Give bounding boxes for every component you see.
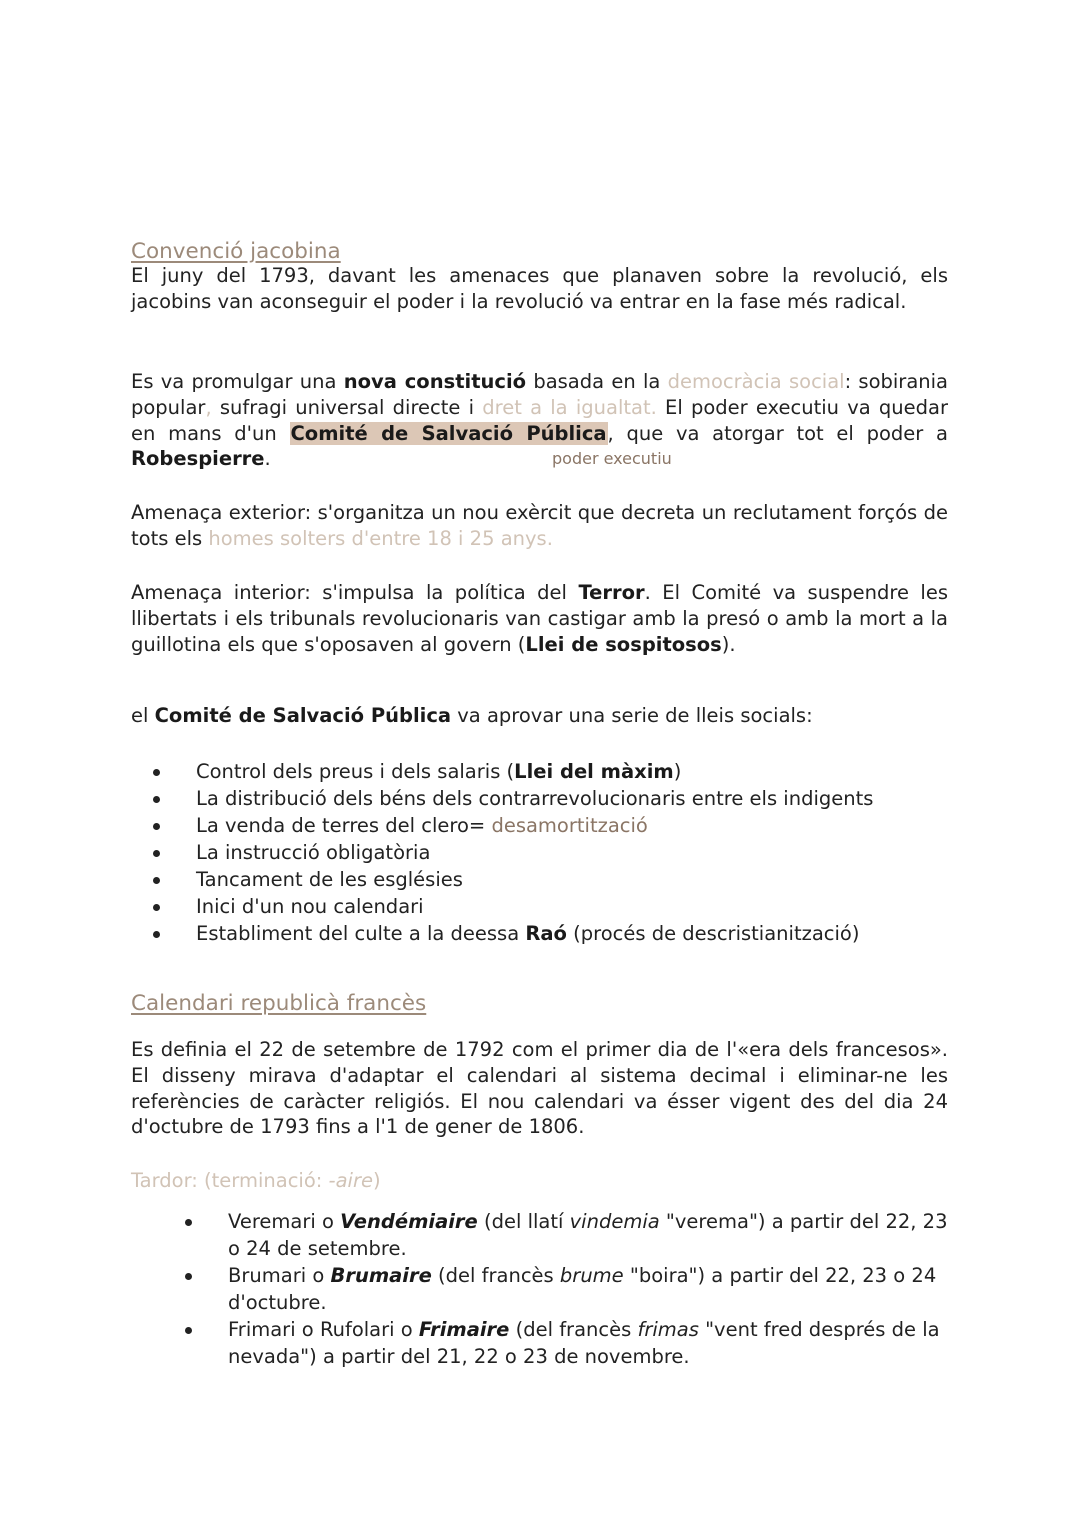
list-item: Control dels preus i dels salaris (Llei del màxim) [131, 758, 948, 785]
paragraph-constitution: Es va promulgar una nova constitució basada en la democràcia social: sobirania popular, sufragi universal directe i dret a la igualtat. El poder executiu va quedar en mans d'un Comité de Salvació Pública, que va atorgar tot el poder a Robespierre. [131, 370, 949, 471]
heading-calendari-republica: Calendari republicà francès [131, 991, 427, 1016]
social-laws-list [131, 758, 948, 947]
list-item: Frimari o Rufolari o Frimaire (del francès frimas "vent fred després de la nevada") a partir del 21, 22 o 23 de novembre. [131, 1316, 948, 1370]
heading-convencio-jacobina: Convenció jacobina [131, 239, 341, 264]
list-item: La venda de terres del clero= desamortització [131, 812, 948, 839]
paragraph-exterior-threat: Amenaça exterior: s'organitza un nou exèrcit que decreta un reclutament forçós de tots els homes solters d'entre 18 i 25 anys. [131, 501, 948, 550]
highlight-comite: Comité de Salvació Pública [290, 421, 607, 445]
paragraph-intro: El juny del 1793, davant les amenaces que planaven sobre la revolució, els jacobins van aconseguir el poder i la revolució va entrar en la fase més radical. [131, 264, 948, 313]
paragraph-interior-threat: Amenaça interior: s'impulsa la política del Terror. El Comité va suspendre les llibertats i els tribunals revolucionaris van castigar amb la presó o amb la mort a la guillotina els que s'oposaven al govern (Llei de sospitosos). [131, 581, 948, 656]
subheading-tardor: Tardor: (terminació: -aire) [131, 1169, 381, 1192]
list-item: Inici d'un nou calendari [131, 893, 948, 920]
paragraph-social-laws-intro: el Comité de Salvació Pública va aprovar una serie de lleis socials: [131, 704, 813, 727]
list-item: La distribució dels béns dels contrarrevolucionaris entre els indigents [131, 785, 948, 812]
paragraph-calendar: Es definia el 22 de setembre de 1792 com el primer dia de l'«era dels francesos». El disseny mirava d'adaptar el calendari al sistema decimal i eliminar-ne les referències de caràcter religiós. El nou calendari va ésser vigent des del dia 24 d'octubre de 1793 fins a l'1 de gener de 1806. [131, 1038, 948, 1139]
annotation-poder-executiu: poder executiu [552, 449, 672, 468]
list-item: Establiment del culte a la deessa Raó (procés de descristianització) [131, 920, 948, 947]
list-item: Brumari o Brumaire (del francès brume "boira") a partir del 22, 23 o 24 d'octubre. [131, 1262, 948, 1316]
list-item: Veremari o Vendémiaire (del llatí vindemia "verema") a partir del 22, 23 o 24 de setembre. [131, 1208, 948, 1262]
list-item: Tancament de les esglésies [131, 866, 948, 893]
list-item: La instrucció obligatòria [131, 839, 948, 866]
months-list [131, 1208, 948, 1370]
